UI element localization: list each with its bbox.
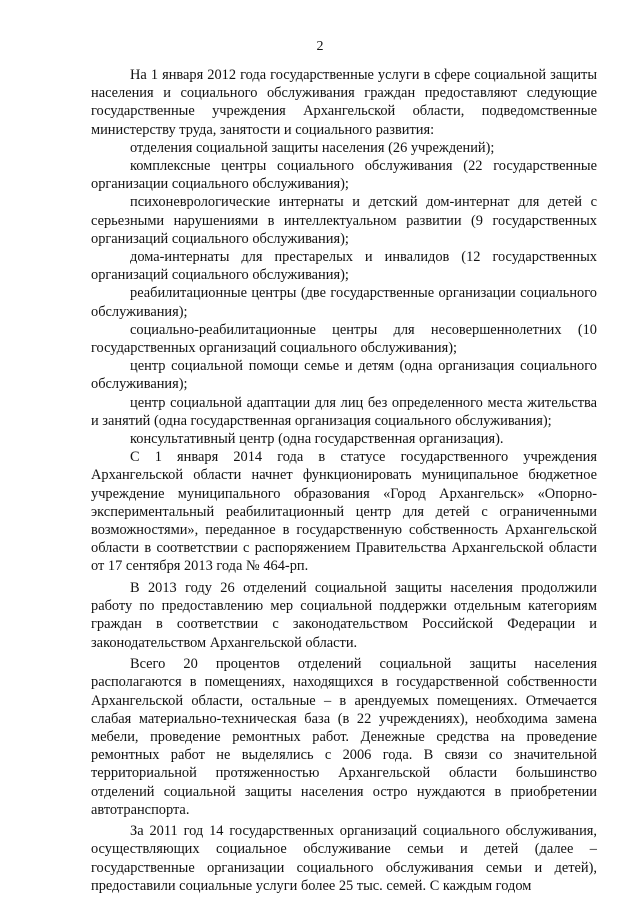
paragraph-intro: На 1 января 2012 года государственные услуги в сфере социальной защиты населения и социального обслуживания граждан предоставляют следующие государственные учреждения Архангельской области, подведомственные министерству труда, занятости и социального развития:	[91, 67, 597, 138]
list-item-consultative-center: консультативный центр (одна государственная организация).	[130, 431, 504, 448]
list-item-rehab-centers: реабилитационные центры (две государственные организации социального обслуживания);	[91, 285, 597, 320]
list-item-psychoneurological-boarding: психоневрологические интернаты и детский дом-интернат для детей с серьезными нарушениями в интеллектуальном развитии (9 государственных организаций социального обслуживания);	[91, 194, 597, 247]
paragraph-2011-services: За 2011 год 14 государственных организаций социального обслуживания, осуществляющих социальное обслуживание семьи и детей (далее – государственные организации социального обслуживания семьи и детей), предоставили социальные услуги более 25 тыс. семей. С каждым годом	[91, 823, 597, 894]
list-item-adaptation-center: центр социальной адаптации для лиц без определенного места жительства и занятий (одна государственная организация социального обслуживания);	[91, 394, 597, 429]
list-item-complex-centers: комплексные центры социального обслуживания (22 государственные организации социального обслуживания);	[91, 158, 597, 193]
document-body	[91, 66, 597, 895]
paragraph-2014-transfer: С 1 января 2014 года в статусе государственного учреждения Архангельской области начнет функционировать муниципальное бюджетное учреждение муниципального образования «Город Архангельск» «Опорно-экспериментальный реабилитационный центр для детей с ограниченными возможностями», переданное в государственную собственность Архангельской области в соответствии с распоряжением Правительства Архангельской области от 17 сентября 2013 года № 464-рп.	[91, 449, 597, 575]
paragraph-premises: Всего 20 процентов отделений социальной защиты населения располагаются в помещениях, находящихся в государственной собственности Архангельской области, остальные – в арендуемых помещениях. Отмечается слабая материально-техническая база (в 22 учреждениях), необходима замена мебели, проведение ремонтных работ. Денежные средства на проведение ремонтных работ не выделялись с 2006 года. В связи со значительной территориальной протяженностью Архангельской области большинство отделений социальной защиты населения остро нуждаются в приобретении автотранспорта.	[91, 656, 597, 818]
list-item-youth-rehab-centers: социально-реабилитационные центры для несовершеннолетних (10 государственных организаций социального обслуживания);	[91, 321, 597, 357]
list-item-elderly-homes: дома-интернаты для престарелых и инвалидов (12 государственных организаций социального обслуживания);	[91, 249, 597, 284]
paragraph-2013-offices: В 2013 году 26 отделений социальной защиты населения продолжили работу по предоставлению мер социальной поддержки отдельным категориям граждан в соответствии с законодательством Российской Федерации и законодательством Архангельской области.	[91, 579, 597, 651]
list-item-social-protection-offices: отделения социальной защиты населения (26 учреждений);	[130, 139, 495, 156]
page-number: 2	[316, 39, 324, 54]
list-item-family-help-center: центр социальной помощи семье и детям (одна организация социального обслуживания);	[91, 358, 597, 393]
